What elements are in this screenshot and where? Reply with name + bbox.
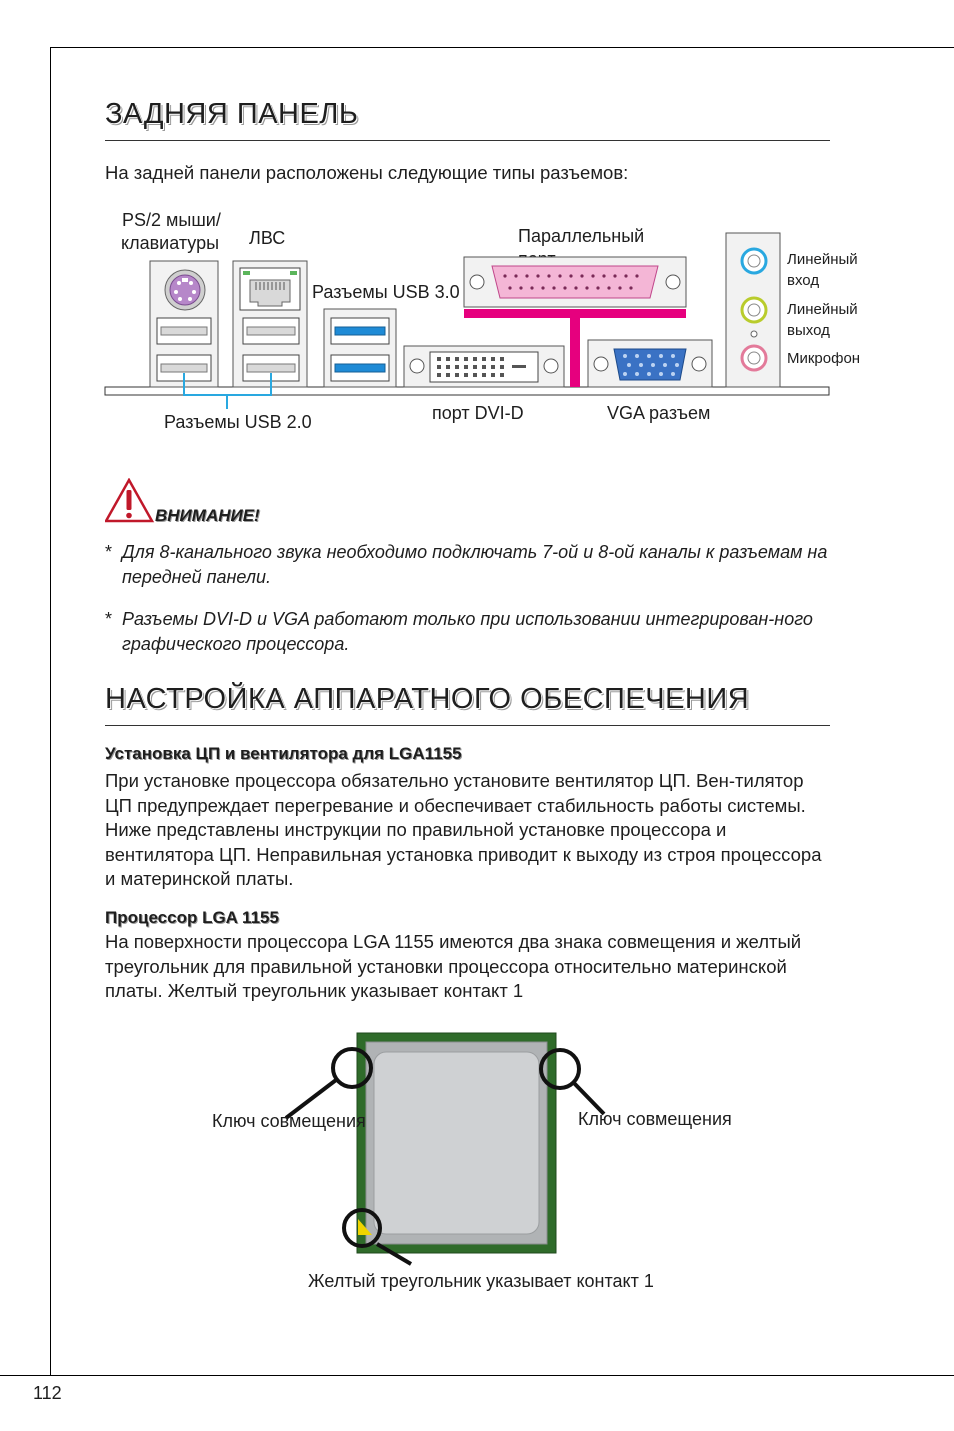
line-in-label-line2: вход bbox=[787, 272, 820, 289]
subsection-title-cpu-fan: Установка ЦП и вентилятора для LGA1155 bbox=[105, 744, 462, 763]
cpu-heatspreader bbox=[374, 1052, 539, 1234]
panel-baseline bbox=[105, 387, 829, 395]
note-text: Разъемы DVI-D и VGA работают только при использовании интегрирован-ного графического процессора. bbox=[122, 609, 813, 654]
vga-label: VGA разъем bbox=[607, 403, 711, 423]
note-text: Для 8-канального звука необходимо подключать 7-ой и 8-ой каналы к разъемам на передней панели. bbox=[122, 542, 828, 587]
note-bullet: * bbox=[105, 542, 113, 562]
alignment-key-left-label: Ключ совмещения bbox=[212, 1111, 366, 1131]
rear-panel-intro: На задней панели расположены следующие типы разъемов: bbox=[105, 162, 629, 183]
section-title-rear-panel: ЗАДНЯЯ ПАНЕЛЬ bbox=[105, 98, 359, 130]
page-number: 112 bbox=[33, 1383, 62, 1403]
rear-panel-diagram bbox=[0, 0, 954, 460]
section-rule bbox=[105, 725, 830, 726]
line-in-label-line1: Линейный bbox=[787, 251, 858, 268]
caution-title: ВНИМАНИЕ! bbox=[155, 506, 260, 525]
line-out-label-line2: выход bbox=[787, 322, 830, 339]
caution-note-2 bbox=[105, 607, 835, 657]
dvi-port bbox=[404, 346, 564, 387]
triangle-caption: Желтый треугольник указывает контакт 1 bbox=[308, 1271, 654, 1291]
warning-icon bbox=[105, 478, 155, 524]
note-bullet: * bbox=[105, 609, 113, 629]
dvi-label: порт DVI-D bbox=[432, 403, 524, 423]
lan-label: ЛВС bbox=[249, 228, 286, 248]
section-title-hardware-setup: НАСТРОЙКА АППАРАТНОГО ОБЕСПЕЧЕНИЯ bbox=[105, 683, 750, 715]
line-out-label-line1: Линейный bbox=[787, 301, 858, 318]
lga1155-paragraph: На поверхности процессора LGA 1155 имеются два знака совмещения и желтый треугольник для правильной установки процессора относительно материнской платы. Желтый треугольник указывает контакт 1 bbox=[105, 931, 802, 1001]
subsection-title-lga1155: Процессор LGA 1155 bbox=[105, 908, 279, 927]
lan-usb-block bbox=[233, 261, 307, 387]
usb3-label: Разъемы USB 3.0 bbox=[312, 282, 460, 302]
parallel-label-line1: Параллельный bbox=[518, 226, 645, 246]
caution-note-1 bbox=[105, 540, 835, 590]
audio-block bbox=[726, 233, 780, 387]
alignment-key-right-label: Ключ совмещения bbox=[578, 1109, 732, 1129]
mic-label: Микрофон bbox=[787, 350, 861, 367]
cpu-diagram bbox=[0, 1020, 954, 1270]
usb3-block bbox=[324, 309, 396, 387]
ps2-usb-block bbox=[150, 261, 218, 387]
cpu-fan-paragraph: При установке процессора обязательно установите вентилятор ЦП. Вен-тилятор ЦП предупреждает перегревание и обеспечивает стабильность работы системы. Ниже представлены инструкции по правильной установке процессора и вентилятора ЦП. Неправильная установка приводит к выходу из строя процессора и материнской платы. bbox=[105, 770, 822, 889]
parallel-port bbox=[464, 257, 686, 307]
ps2-label-line2: клавиатуры bbox=[121, 233, 220, 253]
ps2-label-line1: PS/2 мыши/ bbox=[122, 210, 221, 230]
usb2-label: Разъемы USB 2.0 bbox=[164, 412, 312, 432]
page-frame-bottom bbox=[0, 1375, 954, 1376]
vga-port bbox=[588, 340, 712, 387]
